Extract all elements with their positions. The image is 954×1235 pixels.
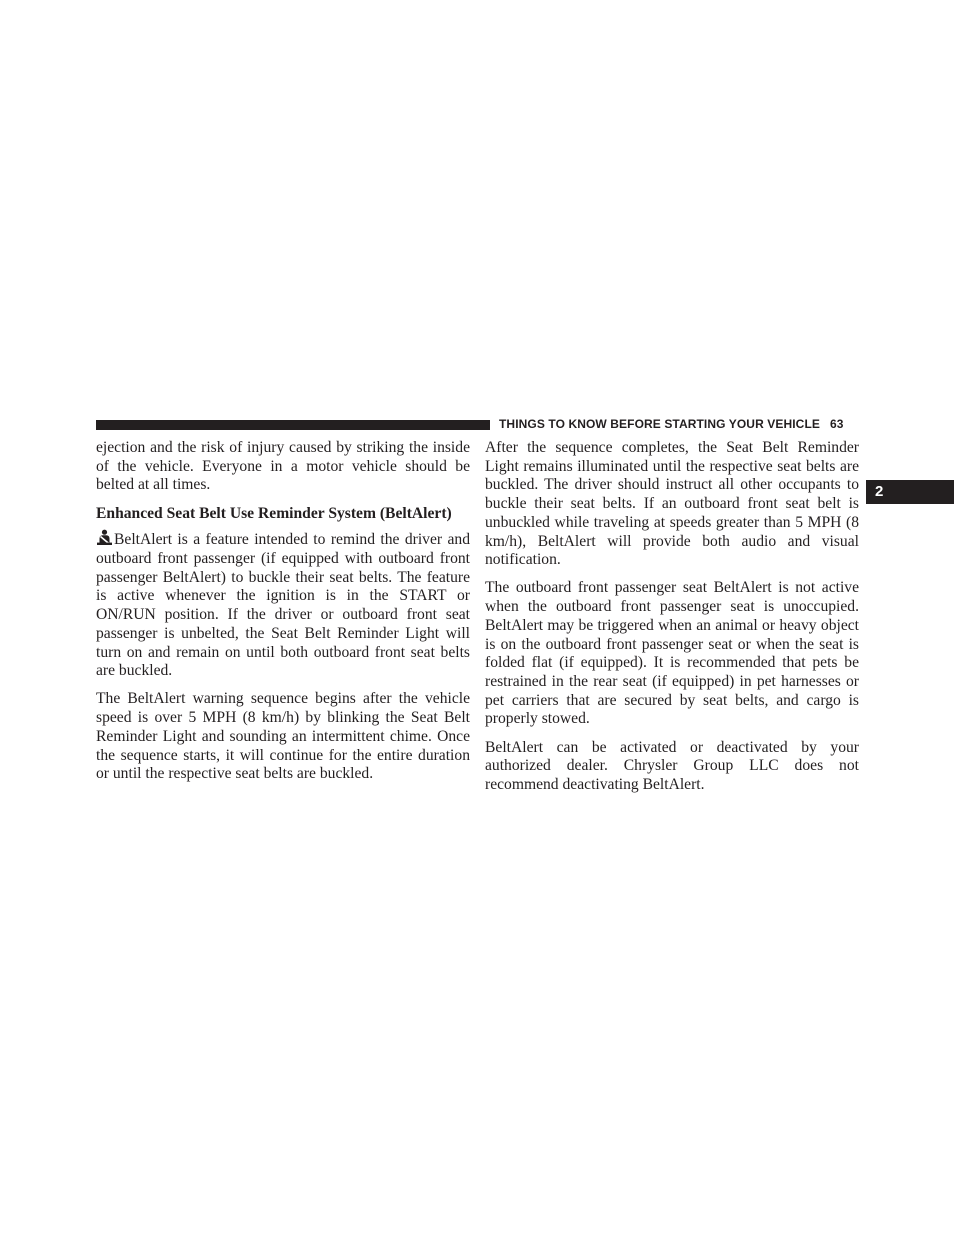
beltalert-paragraph-2: The BeltAlert warning sequence begins after the vehicle speed is over 5 MPH (8 km/h) by blinking the Seat Belt Reminder Light and sounding an intermittent chime. Once the sequence starts, it will continue for the entire duration or until the respective seat belts are buckled. bbox=[96, 690, 470, 783]
chapter-number: 2 bbox=[875, 483, 884, 500]
running-header bbox=[499, 417, 859, 431]
left-column bbox=[96, 439, 470, 793]
dealer-activation-paragraph: BeltAlert can be activated or deactivated by your authorized dealer. Chrysler Group LLC does not recommend deactivating BeltAlert. bbox=[485, 738, 859, 793]
beltalert-paragraph-1-text: BeltAlert is a feature intended to remind the driver and outboard front passenger (if equipped with outboard front passenger BeltAlert) to buckle their seat belts. The feature is active whenever the ignition is in the START or ON/RUN position. If the driver or outboard front seat passenger is unbelted, the Seat Belt Reminder Light will turn on and remain on until both outboard front seat belts are buckled. bbox=[96, 531, 470, 680]
section-heading: Enhanced Seat Belt Use Reminder System (BeltAlert) bbox=[96, 504, 452, 522]
section-title: THINGS TO KNOW BEFORE STARTING YOUR VEHICLE bbox=[499, 417, 820, 431]
right-column bbox=[485, 439, 859, 804]
sequence-complete-paragraph: After the sequence completes, the Seat Belt Reminder Light remains illuminated until the respective seat belts are buckled. The driver should instruct all other occupants to buckle their seat belts. If an outboard front seat belt is unbuckled while traveling at speeds greater than 5 MPH (8 km/h), BeltAlert will provide both audio and visual notification. bbox=[485, 439, 859, 569]
header-rule bbox=[96, 420, 490, 430]
seat-belt-reminder-icon bbox=[96, 529, 113, 546]
page-number: 63 bbox=[829, 417, 844, 431]
passenger-seat-paragraph: The outboard front passenger seat BeltAlert is not active when the outboard front passenger seat is unoccupied. BeltAlert may be triggered when an animal or heavy object is on the outboard front passenger seat or when the seat is folded flat (if equipped). It is recommended that pets be restrained in the rear seat (if equipped) in pet harnesses or pet carriers that are secured by seat belts, and cargo is properly stowed. bbox=[485, 579, 859, 728]
beltalert-paragraph-1 bbox=[96, 529, 470, 681]
chapter-tab bbox=[866, 480, 954, 504]
intro-paragraph: ejection and the risk of injury caused by striking the inside of the vehicle. Everyone in a motor vehicle should be belted at all times. bbox=[96, 439, 470, 494]
